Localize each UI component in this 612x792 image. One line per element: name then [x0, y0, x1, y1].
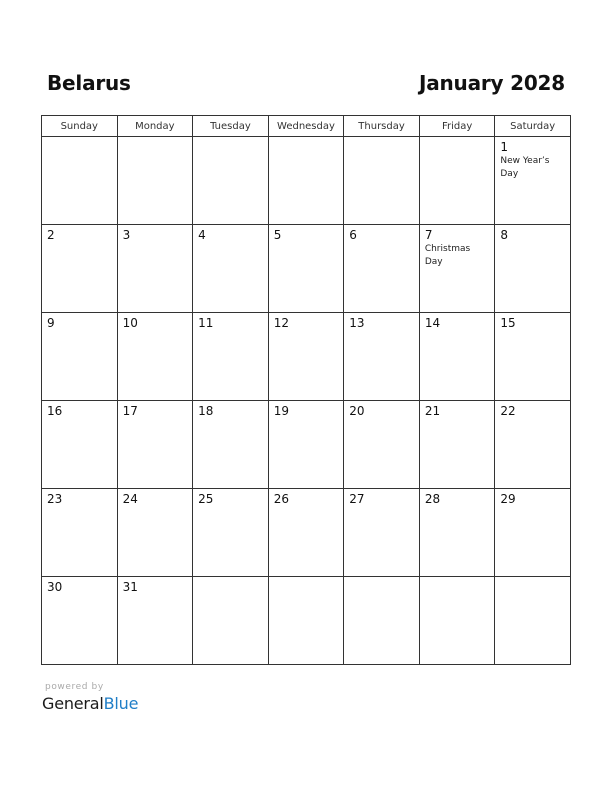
weekday-header: Friday	[419, 116, 495, 137]
calendar-day-cell	[344, 489, 420, 577]
calendar-day-cell	[419, 313, 495, 401]
calendar-day-cell	[268, 401, 344, 489]
day-number: 10	[122, 316, 138, 330]
calendar-day-cell	[193, 489, 269, 577]
calendar-day-cell	[117, 401, 193, 489]
calendar-day-cell	[495, 489, 571, 577]
calendar-day-cell	[193, 577, 269, 665]
day-number: 19	[273, 404, 289, 418]
day-number: 25	[198, 492, 214, 506]
calendar-day-cell	[419, 137, 495, 225]
day-number: 12	[273, 316, 289, 330]
calendar-week-row	[42, 225, 571, 313]
calendar-day-cell	[419, 225, 495, 313]
calendar-day-cell	[419, 577, 495, 665]
calendar-week-row	[42, 137, 571, 225]
calendar-week-row	[42, 489, 571, 577]
day-number: 2	[47, 228, 55, 242]
calendar-day-cell	[344, 137, 420, 225]
day-number: 13	[349, 316, 365, 330]
weekday-header: Tuesday	[193, 116, 269, 137]
calendar-day-cell	[193, 313, 269, 401]
day-number: 1	[500, 140, 509, 154]
calendar-day-cell	[42, 225, 118, 313]
day-number: 15	[500, 316, 516, 330]
calendar-day-cell	[344, 225, 420, 313]
calendar-day-cell	[117, 225, 193, 313]
day-number: 7	[424, 228, 433, 242]
calendar-week-row	[42, 401, 571, 489]
weekday-header-row	[42, 116, 571, 137]
calendar-day-cell	[419, 401, 495, 489]
calendar-week-row	[42, 577, 571, 665]
calendar-day-cell	[42, 313, 118, 401]
day-number: 24	[122, 492, 138, 506]
calendar-day-cell	[42, 401, 118, 489]
brand-name-part1: General	[42, 694, 104, 713]
day-number: 9	[47, 316, 55, 330]
calendar-day-cell	[42, 489, 118, 577]
calendar-day-cell	[268, 577, 344, 665]
calendar-day-cell	[268, 137, 344, 225]
powered-by-label: powered by	[45, 682, 104, 692]
weekday-header: Monday	[117, 116, 193, 137]
day-number: 21	[424, 404, 441, 418]
day-number: 11	[198, 316, 214, 330]
calendar-week-row	[42, 313, 571, 401]
day-number: 30	[47, 580, 63, 594]
calendar-day-cell	[495, 137, 571, 225]
day-number: 3	[122, 228, 131, 242]
calendar-day-cell	[42, 137, 118, 225]
calendar-day-cell	[117, 313, 193, 401]
calendar-day-cell	[268, 225, 344, 313]
day-number: 26	[273, 492, 289, 506]
month-title: January 2028	[418, 71, 565, 95]
calendar-day-cell	[344, 313, 420, 401]
calendar-day-cell	[495, 401, 571, 489]
calendar-day-cell	[193, 225, 269, 313]
day-number: 6	[349, 228, 357, 242]
calendar-day-cell	[268, 313, 344, 401]
day-number: 5	[273, 228, 282, 242]
weekday-header: Saturday	[495, 116, 571, 137]
calendar-day-cell	[193, 137, 269, 225]
calendar-day-cell	[495, 577, 571, 665]
day-number: 23	[47, 492, 63, 506]
calendar-day-cell	[193, 401, 269, 489]
calendar-day-cell	[268, 489, 344, 577]
calendar-day-cell	[117, 577, 193, 665]
day-number: 20	[349, 404, 365, 418]
weekday-header: Thursday	[344, 116, 420, 137]
weekday-header: Wednesday	[268, 116, 344, 137]
day-number: 29	[500, 492, 516, 506]
country-title: Belarus	[47, 71, 131, 95]
day-number: 28	[424, 492, 441, 506]
brand-name-part2: Blue	[103, 694, 139, 713]
day-number: 4	[198, 228, 206, 242]
day-number: 22	[500, 404, 516, 418]
day-number: 31	[122, 580, 138, 594]
day-number: 16	[47, 404, 63, 418]
day-number: 14	[424, 316, 441, 330]
weekday-header: Sunday	[42, 116, 118, 137]
calendar-day-cell	[344, 401, 420, 489]
calendar-grid	[41, 115, 571, 665]
calendar-day-cell	[344, 577, 420, 665]
generalblue-logo[interactable]	[42, 694, 138, 713]
holiday-label: New Year’s Day	[500, 156, 550, 179]
calendar-day-cell	[495, 313, 571, 401]
calendar-day-cell	[117, 137, 193, 225]
day-number: 18	[198, 404, 214, 418]
holiday-label: Christmas Day	[424, 244, 471, 267]
calendar-day-cell	[117, 489, 193, 577]
calendar-day-cell	[419, 489, 495, 577]
calendar-day-cell	[42, 577, 118, 665]
day-number: 17	[122, 404, 138, 418]
calendar-day-cell	[495, 225, 571, 313]
day-number: 8	[500, 228, 509, 242]
day-number: 27	[349, 492, 365, 506]
